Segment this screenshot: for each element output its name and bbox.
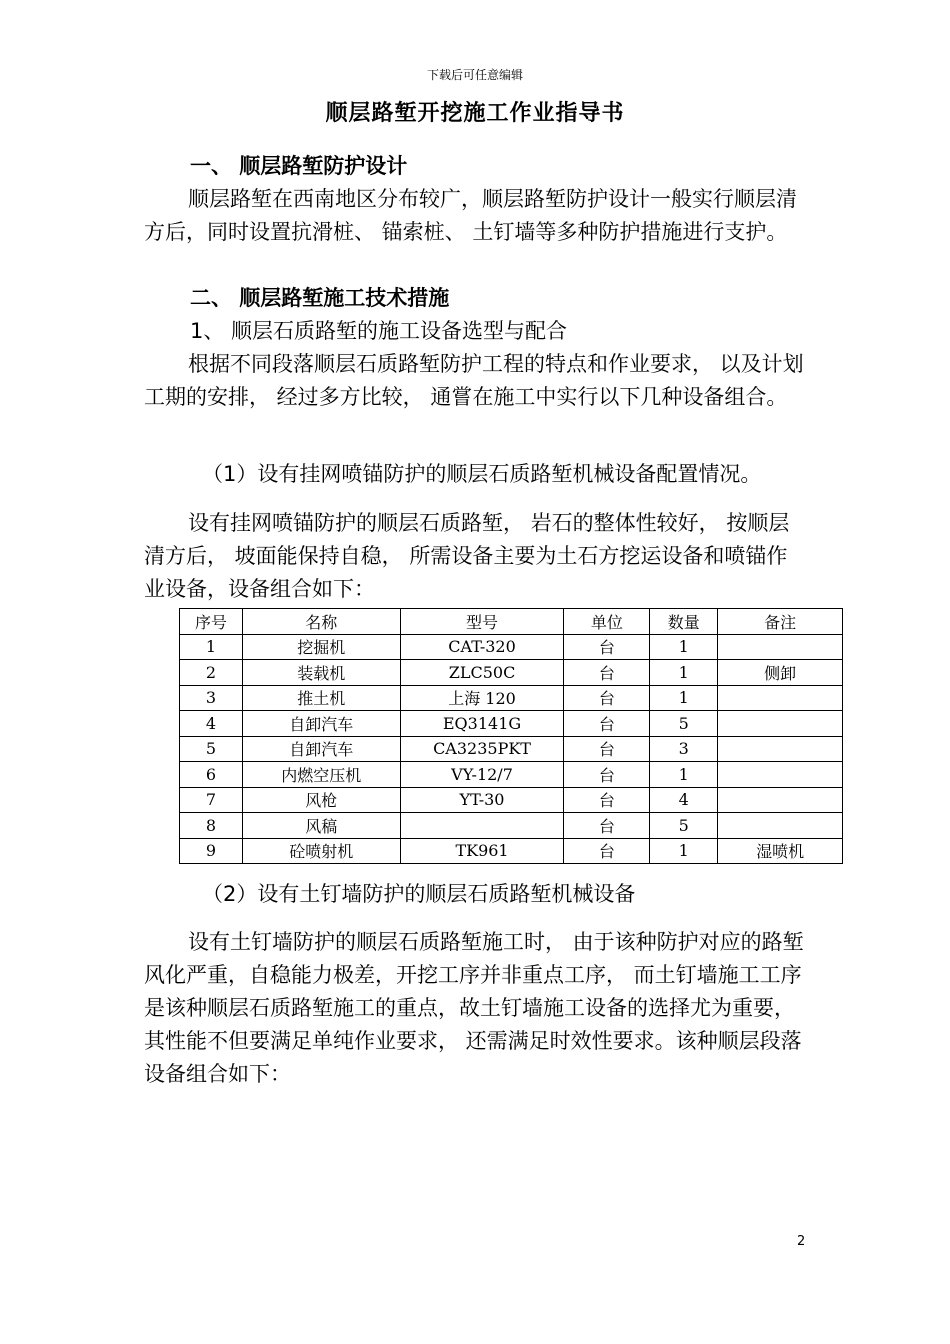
table-cell: 1 (650, 685, 718, 711)
section-1-paragraph: 顺层路堑在西南地区分布较广，顺层路堑防护设计一般实行顺层清方后，同时设置抗滑桩、 锚索桩、 土钉墙等多种防护措施进行支护。 (144, 187, 797, 244)
table-header-cell: 名称 (242, 609, 400, 635)
table-cell: 挖掘机 (242, 634, 400, 660)
table-cell: 台 (564, 634, 650, 660)
table-cell: 风稿 (242, 813, 400, 839)
table-cell: 上海 120 (400, 685, 564, 711)
paragraph-2-block (144, 507, 808, 606)
table-row (180, 762, 843, 788)
table-cell: 9 (180, 838, 243, 864)
table-cell (718, 787, 843, 813)
table-cell: 1 (650, 634, 718, 660)
table-cell: 装载机 (242, 660, 400, 686)
table-row (180, 838, 843, 864)
item-1-heading: （1）设有挂网喷锚防护的顺层石质路堑机械设备配置情况。 (202, 462, 762, 486)
table-cell: 3 (650, 736, 718, 762)
table-cell: 台 (564, 711, 650, 737)
header-note: 下载后可任意编辑 (426, 68, 523, 82)
table-cell: 台 (564, 762, 650, 788)
table-cell: 推土机 (242, 685, 400, 711)
table-row (180, 685, 843, 711)
table-header-cell: 单位 (564, 609, 650, 635)
table-header-cell: 序号 (180, 609, 243, 635)
table-cell (400, 813, 564, 839)
table-cell: 风枪 (242, 787, 400, 813)
section-1 (144, 150, 808, 249)
subsection-1-heading: 1、 顺层石质路堑的施工设备选型与配合 (190, 319, 568, 343)
table-cell: 1 (650, 838, 718, 864)
equipment-table (179, 608, 843, 864)
table-cell: 5 (180, 736, 243, 762)
section-2-paragraph-1: 根据不同段落顺层石质路堑防护工程的特点和作业要求， 以及计划工期的安排， 经过多方比较， 通嘗在施工中实行以下几种设备组合。 (144, 352, 804, 409)
table-cell: 6 (180, 762, 243, 788)
table-cell: CA3235PKT (400, 736, 564, 762)
table-cell: 台 (564, 660, 650, 686)
table-cell (718, 813, 843, 839)
table-cell: 5 (650, 711, 718, 737)
table-row (180, 634, 843, 660)
table-cell: CAT-320 (400, 634, 564, 660)
table-cell: 7 (180, 787, 243, 813)
table-cell: 自卸汽车 (242, 711, 400, 737)
table-cell: 台 (564, 736, 650, 762)
table-row (180, 813, 843, 839)
table-header-row (180, 609, 843, 635)
table-cell (718, 736, 843, 762)
item-2-heading: （2）设有土钉墙防护的顺层石质路堑机械设备 (202, 882, 636, 906)
table-cell: EQ3141G (400, 711, 564, 737)
table-cell: 8 (180, 813, 243, 839)
section-1-heading: 一、 顺层路堑防护设计 (190, 154, 408, 178)
table-row (180, 736, 843, 762)
table-cell: YT-30 (400, 787, 564, 813)
table-row (180, 711, 843, 737)
table-cell: 砼喷射机 (242, 838, 400, 864)
table-cell: 3 (180, 685, 243, 711)
section-2-heading: 二、 顺层路堑施工技术措施 (190, 286, 450, 310)
table-cell: 1 (650, 660, 718, 686)
table-cell: 台 (564, 787, 650, 813)
table-cell (718, 711, 843, 737)
table-cell: 湿喷机 (718, 838, 843, 864)
table-header-cell: 型号 (400, 609, 564, 635)
table-cell: 5 (650, 813, 718, 839)
table-cell: 4 (180, 711, 243, 737)
table-cell: ZLC50C (400, 660, 564, 686)
table-cell: VY-12/7 (400, 762, 564, 788)
table-cell: 台 (564, 838, 650, 864)
page-number: 2 (797, 1234, 806, 1249)
item-2-block (144, 878, 808, 911)
section-2 (144, 282, 808, 414)
document-title: 顺层路堑开挖施工作业指导书 (325, 101, 625, 126)
table-cell (718, 762, 843, 788)
table-cell: 4 (650, 787, 718, 813)
table-cell: 1 (650, 762, 718, 788)
table-cell: TK961 (400, 838, 564, 864)
table-cell: 台 (564, 813, 650, 839)
item-1-block (144, 458, 808, 491)
section-2-paragraph-3: 设有土钉墙防护的顺层石质路堑施工时， 由于该种防护对应的路堑风化严重，自稳能力极差，开挖工序并非重点工序， 而土钉墙施工工序是该种顺层石质路堑施工的重点，故土钉墙施工设备的选择尤为重要， 其性能不但要满足单纯作业要求， 还需满足时效性要求。该种顺层段落设备组合如下： (144, 930, 804, 1086)
table-cell: 自卸汽车 (242, 736, 400, 762)
table-cell (718, 685, 843, 711)
table-cell: 2 (180, 660, 243, 686)
table-cell: 侧卸 (718, 660, 843, 686)
section-2-paragraph-2: 设有挂网喷锚防护的顺层石质路堑， 岩石的整体性较好， 按顺层清方后， 坡面能保持自稳， 所需设备主要为土石方挖运设备和喷锚作业设备，设备组合如下： (144, 511, 790, 601)
paragraph-3-block (144, 926, 808, 1091)
table-header-cell: 数量 (650, 609, 718, 635)
table-row (180, 660, 843, 686)
table-cell: 内燃空压机 (242, 762, 400, 788)
table-row (180, 787, 843, 813)
table-cell (718, 634, 843, 660)
table-header-cell: 备注 (718, 609, 843, 635)
table-cell: 台 (564, 685, 650, 711)
table-cell: 1 (180, 634, 243, 660)
